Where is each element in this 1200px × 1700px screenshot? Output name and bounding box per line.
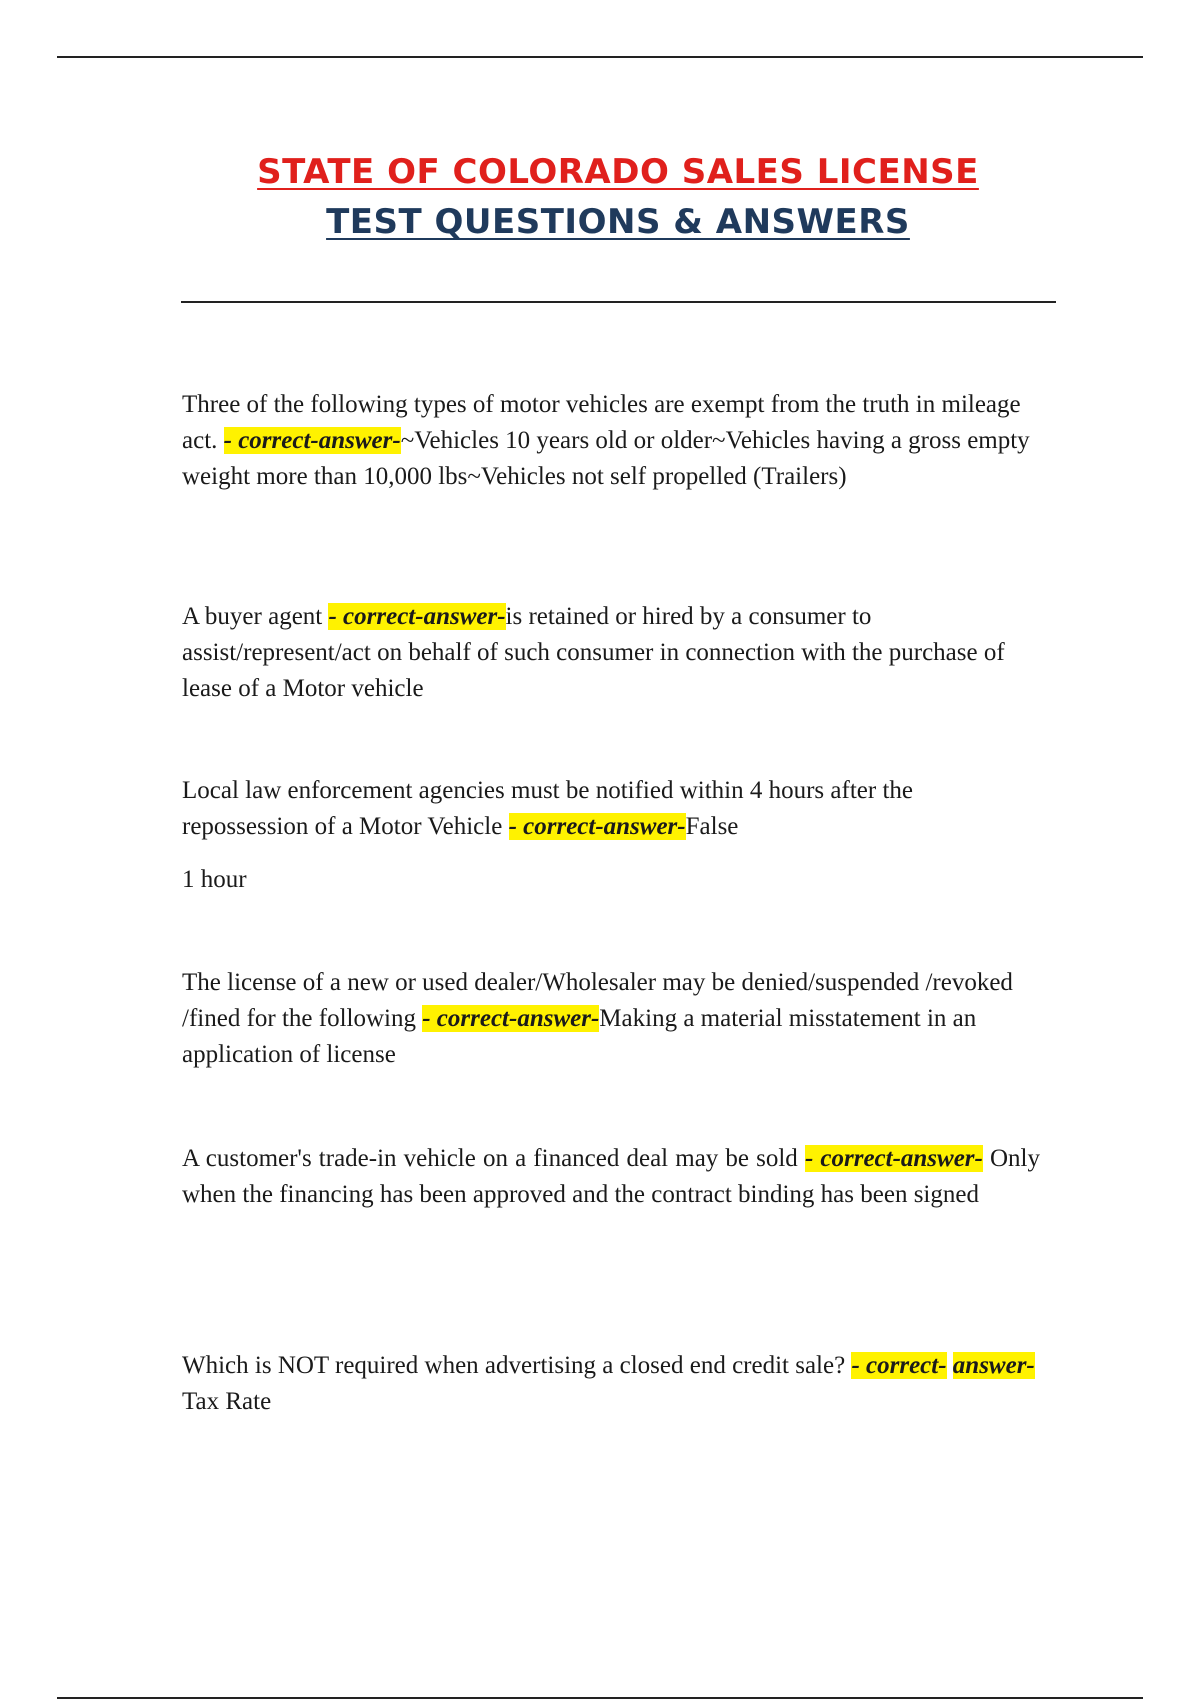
qa-item-3: [182, 773, 1040, 845]
correct-answer-marker: - correct-answer-: [422, 1005, 600, 1032]
qa-item-2: [182, 599, 1040, 707]
qa-item-3-note: 1 hour: [182, 866, 247, 893]
correct-answer-marker-part-2: answer-: [952, 1352, 1035, 1379]
bottom-rule: [57, 1697, 1143, 1699]
qa-item-1: [182, 387, 1040, 495]
correct-answer-marker: - correct-answer-: [508, 813, 686, 840]
question-text: The license of a new or used dealer/Wholesaler may be denied/suspended /revoked /fined for the following: [182, 969, 1013, 1032]
correct-answer-marker-part-1: - correct-: [851, 1352, 947, 1379]
title-divider: [181, 301, 1056, 303]
qa-item-4: [182, 965, 1040, 1073]
answer-text: False: [685, 813, 739, 840]
answer-text: Making a material misstatement in an application of license: [182, 1005, 977, 1068]
answer-text: Tax Rate: [182, 1388, 272, 1415]
correct-answer-marker: - correct-answer-: [804, 1145, 983, 1172]
answer-text: is retained or hired by a consumer to assist/represent/act on behalf of such consumer in connection with the purchase of lease of a Motor vehicle: [182, 603, 1005, 702]
qa-item-6: [182, 1348, 1040, 1420]
top-rule: [57, 56, 1143, 58]
answer-text: ~Vehicles 10 years old or older~Vehicles having a gross empty weight more than 10,000 lbs~Vehicles not self propelled (Trailers): [182, 427, 1030, 490]
question-text: Which is NOT required when advertising a closed end credit sale?: [182, 1352, 852, 1379]
question-text: A buyer agent: [182, 603, 329, 630]
question-text: Three of the following types of motor vehicles are exempt from the truth in mileage act.: [182, 391, 1021, 454]
correct-answer-marker: - correct-answer-: [328, 603, 506, 630]
answer-text: Only when the financing has been approved and the contract binding has been signed: [182, 1145, 1040, 1208]
question-text: Local law enforcement agencies must be notified within 4 hours after the repossession of a Motor Vehicle: [182, 777, 913, 840]
title-line-2: TEST QUESTIONS & ANSWERS: [326, 202, 910, 243]
document-title: [0, 150, 1200, 244]
correct-answer-marker: - correct-answer-: [223, 427, 401, 454]
question-text: A customer's trade-in vehicle on a financed deal may be sold: [182, 1145, 805, 1172]
title-line-1: STATE OF COLORADO SALES LICENSE: [257, 152, 979, 192]
qa-item-5: [182, 1141, 1040, 1213]
